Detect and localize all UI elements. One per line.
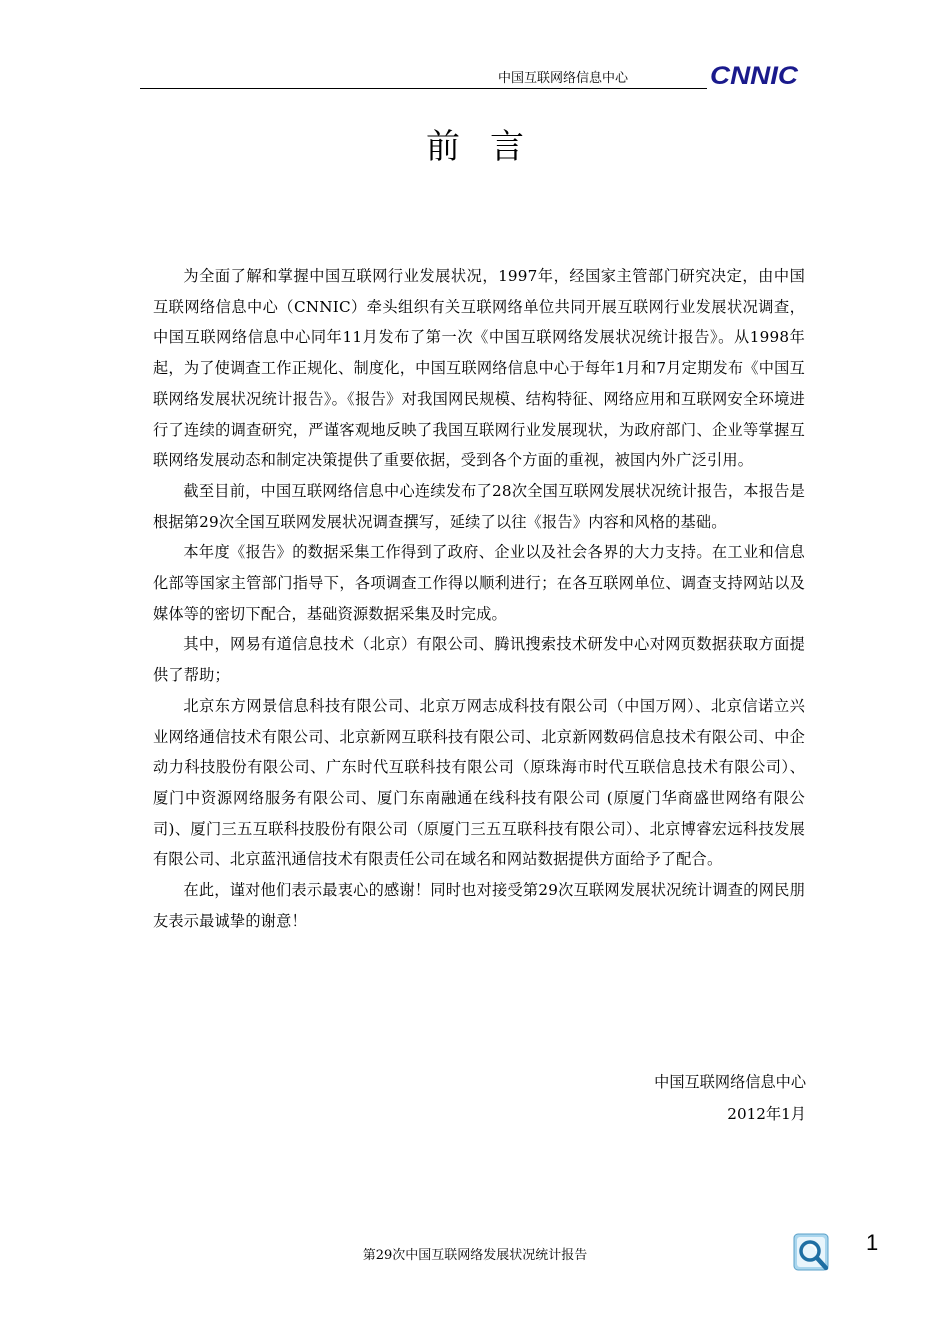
signature-organization: 中国互联网络信息中心 xyxy=(654,1073,806,1091)
paragraph: 为全面了解和掌握中国互联网行业发展状况，1997年，经国家主管部门研究决定，由中国互联网络信息中心（CNNIC）牵头组织有关互联网络单位共同开展互联网行业发展状况调查，中国互联网络信息中心同年11月发布了第一次《中国互联网络发展状况统计报告》。从1998年起，为了使调查工作正规化、制度化，中国互联网络信息中心于每年1月和7月定期发布《中国互联网络发展状况统计报告》。《报告》对我国网民规模、结构特征、网络应用和互联网安全环境进行了连续的调查研究，严谨客观地反映了我国互联网行业发展现状，为政府部门、企业等掌握互联网络发展动态和制定决策提供了重要依据，受到各个方面的重视，被国内外广泛引用。 xyxy=(153,267,805,470)
magnifier-icon xyxy=(793,1233,831,1273)
paragraph: 其中，网易有道信息技术（北京）有限公司、腾讯搜索技术研发中心对网页数据获取方面提供了帮助； xyxy=(153,635,805,685)
header-rule xyxy=(140,88,707,89)
preface-body xyxy=(153,261,805,936)
signature-date: 2012年1月 xyxy=(727,1105,806,1123)
paragraph: 本年度《报告》的数据采集工作得到了政府、企业以及社会各界的大力支持。在工业和信息化部等国家主管部门指导下，各项调查工作得以顺利进行；在各互联网单位、调查支持网站以及媒体等的密切下配合，基础资源数据采集及时完成。 xyxy=(153,543,805,623)
page-number: 1 xyxy=(866,1230,879,1255)
cnnic-logo xyxy=(708,62,800,88)
footer-report-title: 第29次中国互联网络发展状况统计报告 xyxy=(362,1248,588,1263)
paragraph: 在此，谨对他们表示最衷心的感谢！同时也对接受第29次互联网发展状况统计调查的网民朋友表示最诚挚的谢意！ xyxy=(153,881,805,930)
header-organization: 中国互联网络信息中心 xyxy=(498,71,629,86)
cnnic-logo-text: CNNIC xyxy=(710,62,800,88)
paragraph: 截至目前，中国互联网络信息中心连续发布了28次全国互联网发展状况统计报告，本报告是根据第29次全国互联网发展状况调查撰写，延续了以往《报告》内容和风格的基础。 xyxy=(153,481,805,531)
paragraph: 北京东方网景信息科技有限公司、北京万网志成科技有限公司（中国万网）、北京信诺立兴业网络通信技术有限公司、北京新网互联科技有限公司、北京新网数码信息技术有限公司、中企动力科技股份有限公司、广东时代互联科技有限公司（原珠海市时代互联信息技术有限公司）、厦门中资源网络服务有限公司、厦门东南融通在线科技有限公司 (原厦门华商盛世网络有限公司)、厦门三五互联科技股份有限公司（原厦门三五互联科技有限公司）、北京博睿宏远科技发展有限公司、北京蓝汛通信技术有限责任公司在域名和网站数据提供方面给予了配合。 xyxy=(153,696,805,869)
page-title: 前言 xyxy=(426,127,554,167)
